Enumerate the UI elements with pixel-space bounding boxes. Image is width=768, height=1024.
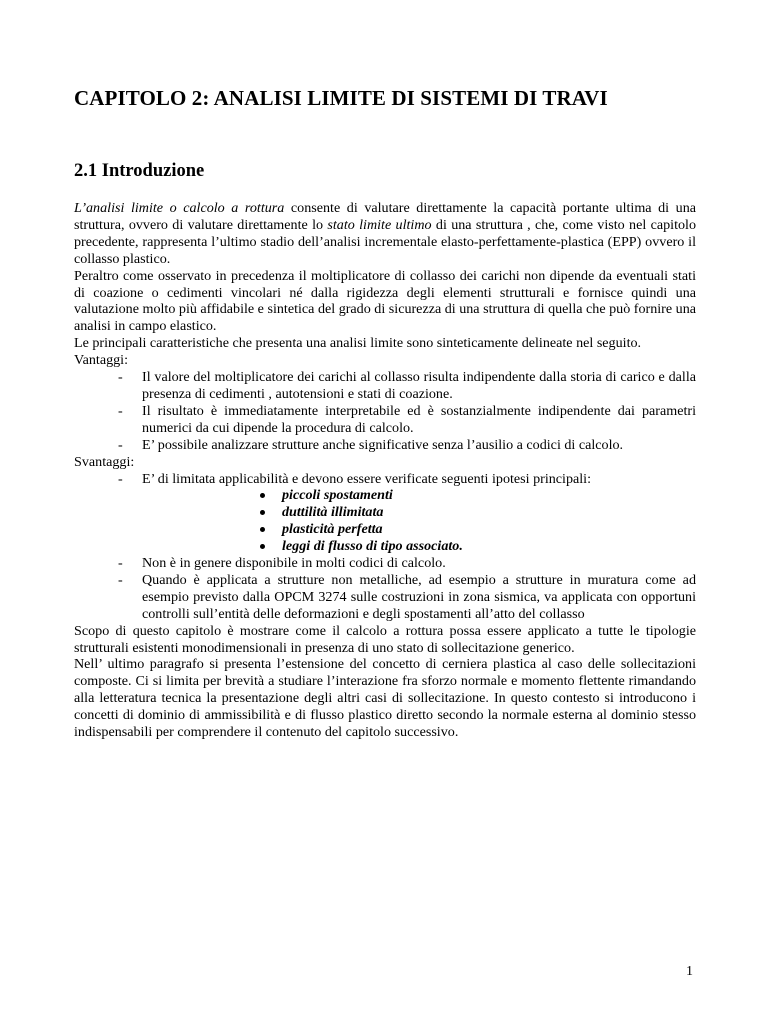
disadvantage-text: Non è in genere disponibile in molti codici di calcolo. [142, 555, 446, 572]
bullet-dot-icon [260, 493, 265, 498]
bullet-dot-icon [260, 527, 265, 532]
paragraph-4: Scopo di questo capitolo è mostrare come il calcolo a rottura possa essere applicato a tutte le tipologie strutturali esistenti monodimensionali in presenza di uno stato di sollecitazione generico. [74, 622, 696, 656]
chapter-title: CAPITOLO 2: ANALISI LIMITE DI SISTEMI DI TRAVI [74, 86, 608, 110]
advantage-text: Il valore del moltiplicatore dei carichi al collasso risulta indipendente dalla storia di carico e dalla presenza di cedimenti , autotensioni e stati di coazione. [142, 369, 696, 402]
section-title: 2.1 Introduzione [74, 161, 205, 181]
list-item [74, 471, 696, 488]
list-item [74, 487, 696, 504]
list-item [74, 538, 696, 555]
list-item [74, 437, 696, 454]
dash-marker: - [118, 470, 123, 487]
dash-marker: - [118, 555, 123, 572]
advantages-list [74, 369, 696, 454]
list-item [74, 504, 696, 521]
hypothesis-text: leggi di flusso di tipo associato. [282, 538, 463, 555]
advantage-text: Il risultato è immediatamente interpretabile ed è sostanzialmente indipendente dai parametri numerici da cui dipende la procedura di calcolo. [142, 402, 696, 436]
disadvantage-text: E’ di limitata applicabilità e devono essere verificate seguenti ipotesi principali: [142, 470, 592, 487]
list-item [74, 369, 696, 403]
intro-italic-lead: L’analisi limite o calcolo a rottura [74, 200, 285, 216]
hypothesis-text: plasticità perfetta [282, 521, 383, 538]
intro-paragraph [74, 200, 696, 268]
hypothesis-text: piccoli spostamenti [282, 487, 393, 504]
intro-text-a: consente di valutare direttamente la capacità portante ultima di una struttura, ovvero di valutare direttamente lo [74, 200, 696, 233]
intro-text-b: di una struttura , che, come visto nel capitolo precedente, rappresenta l’ultimo stadio dell’analisi incrementale elasto-perfettamente-plastica (EPP) ovvero il collasso plastico. [74, 216, 696, 267]
list-item [74, 521, 696, 538]
list-item [74, 572, 696, 623]
disadvantages-label: Svantaggi: [74, 453, 135, 470]
bullet-dot-icon [260, 510, 265, 515]
list-item [74, 403, 696, 437]
paragraph-3: Le principali caratteristiche che presenta una analisi limite sono sinteticamente delineate nel seguito. [74, 335, 642, 352]
page-number: 1 [686, 964, 693, 979]
intro-italic-mid: stato limite ultimo [327, 216, 432, 233]
disadvantage-text: Quando è applicata a strutture non metalliche, ad esempio a strutture in muratura come ad esempio previsto dalla OPCM 3274 sulle costruzioni in zona sismica, va applicata con opportuni controlli sull’entità delle deformazioni e degli spostamenti all’atto del collasso [142, 571, 696, 622]
paragraph-5: Nell’ ultimo paragrafo si presenta l’estensione del concetto di cerniera plastica al caso delle sollecitazioni composte. Ci si limita per brevità a studiare l’interazione fra sforzo normale e momento flettente rimandando alla letteratura tecnica la presentazione degli altri casi di sollecitazione. In questo contesto si introducono i concetti di dominio di ammissibilità e di flusso plastico diretto secondo la normale esterna al dominio stesso indispensabili per comprendere il contenuto del capitolo successivo. [74, 656, 696, 741]
disadvantages-list [74, 471, 696, 488]
paragraph-2: Peraltro come osservato in precedenza il moltiplicatore di collasso dei carichi non dipende da eventuali stati di coazione o cedimenti vincolari né dalla rigidezza degli elementi strutturali e fornisce quindi una valutazione molto più affidabile e sintetica del grado di sicurezza di una struttura di quella che può fornire una analisi in campo elastico. [74, 267, 696, 335]
dash-marker: - [118, 571, 123, 588]
bullet-dot-icon [260, 544, 265, 549]
dash-marker: - [118, 436, 123, 453]
disadvantages-list-continued [74, 555, 696, 623]
hypotheses-list [74, 487, 696, 555]
hypothesis-text: duttilità illimitata [282, 504, 384, 521]
advantages-label: Vantaggi: [74, 352, 129, 369]
advantage-text: E’ possibile analizzare strutture anche significative senza l’ausilio a codici di calcolo. [142, 436, 624, 453]
dash-marker: - [118, 369, 123, 386]
list-item [74, 555, 696, 572]
dash-marker: - [118, 402, 123, 419]
document-body [74, 200, 696, 741]
